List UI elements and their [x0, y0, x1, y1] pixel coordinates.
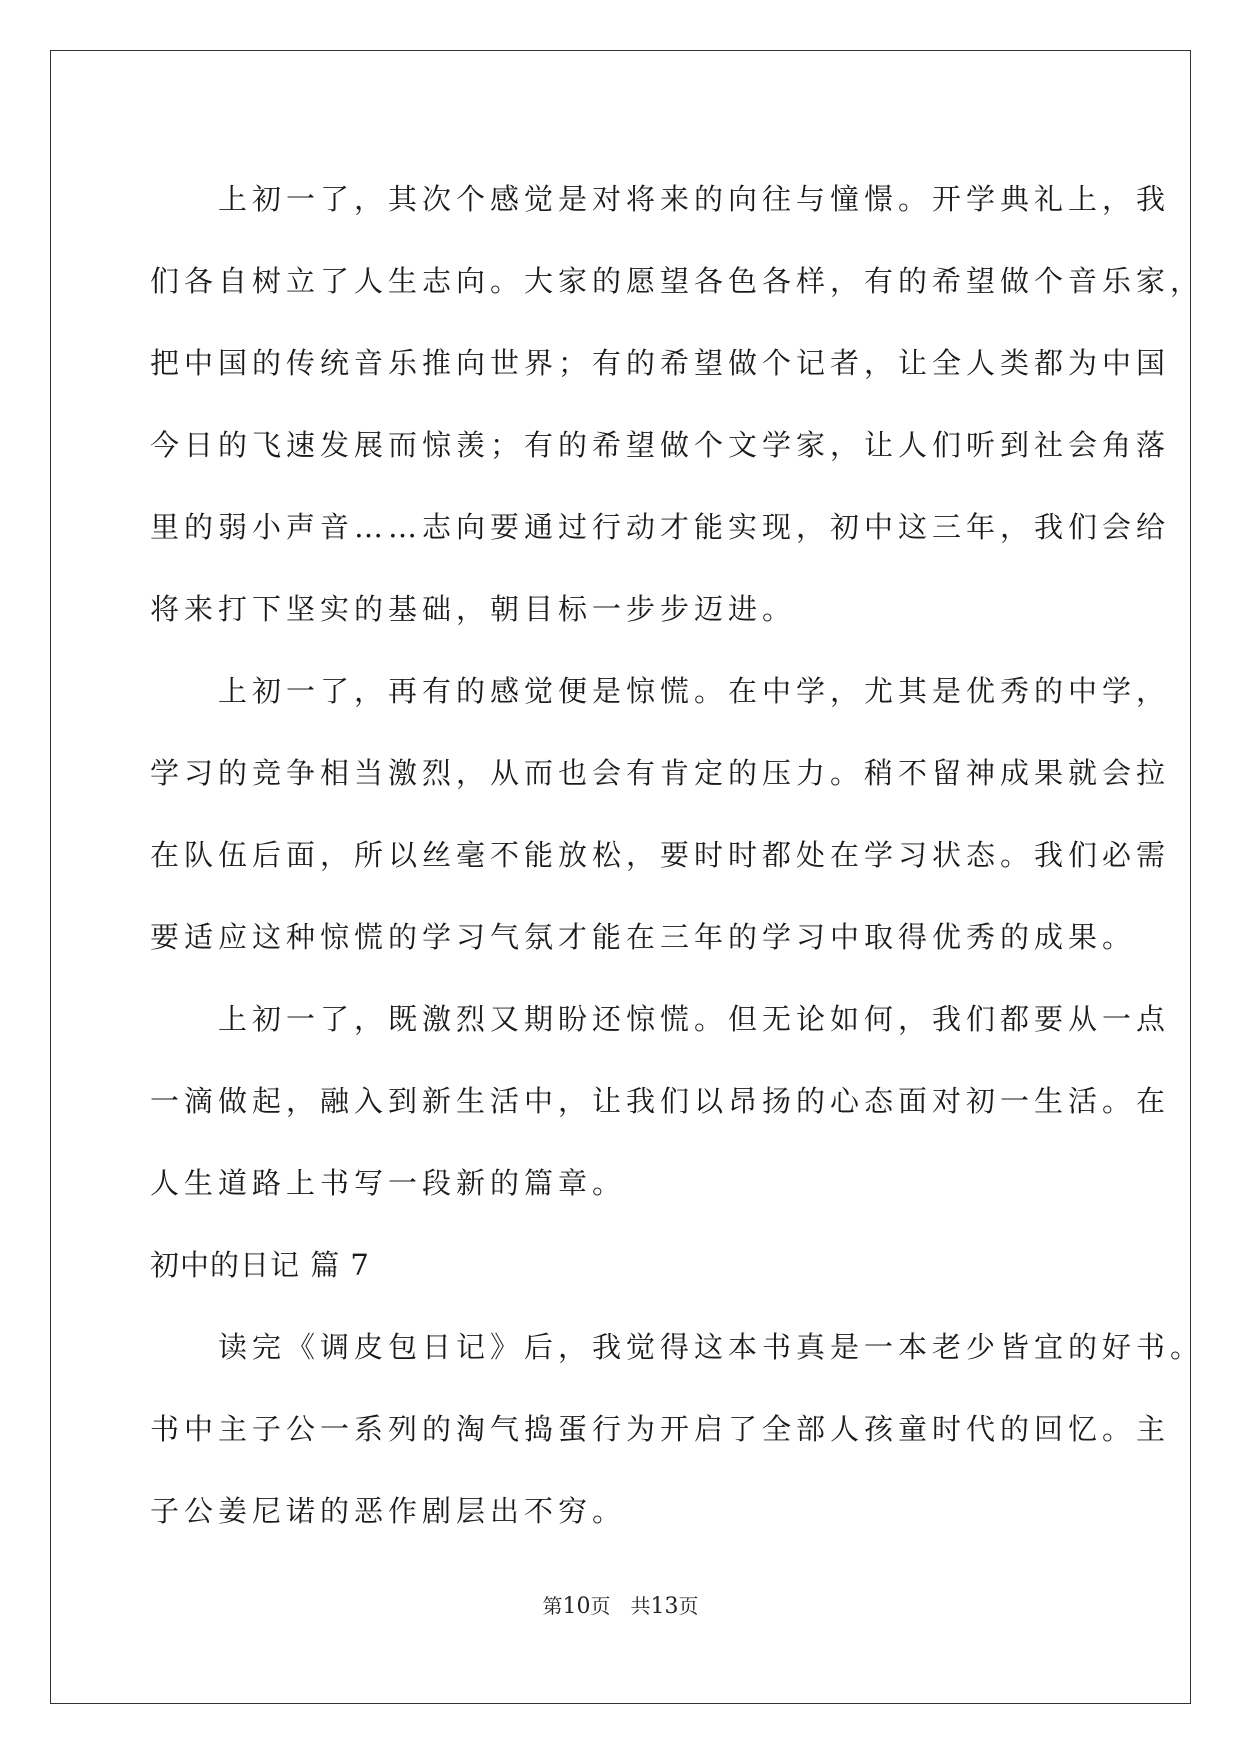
text-line-8: 学习的竞争相当激烈，从而也会有肯定的压力。稍不留神成果就会拉 [150, 756, 1171, 790]
footer-suffix: 页 [678, 1594, 699, 1618]
text-line-4: 今日的飞速发展而惊羡；有的希望做个文学家，让人们听到社会角落 [150, 428, 1171, 462]
text-line-12: 一滴做起，融入到新生活中，让我们以昂扬的心态面对初一生活。在 [150, 1084, 1171, 1118]
document-body [150, 158, 1205, 1552]
text-line-7: 上初一了，再有的感觉便是惊慌。在中学，尤其是优秀的中学， [150, 674, 1171, 708]
text-line-10: 要适应这种惊慌的学习气氛才能在三年的学习中取得优秀的成果。 [150, 920, 1137, 954]
current-page-number: 10 [562, 1594, 591, 1619]
text-line-13: 人生道路上书写一段新的篇章。 [150, 1166, 627, 1200]
text-line-11: 上初一了，既激烈又期盼还惊慌。但无论如何，我们都要从一点 [150, 1002, 1171, 1036]
page-footer [0, 1590, 1241, 1619]
text-line-3: 把中国的传统音乐推向世界；有的希望做个记者，让全人类都为中国 [150, 346, 1171, 380]
footer-middle: 页 共 [590, 1594, 651, 1618]
text-line-5: 里的弱小声音……志向要通过行动才能实现，初中这三年，我们会给 [150, 510, 1171, 544]
text-line-17: 子公姜尼诺的恶作剧层出不穷。 [150, 1494, 627, 1528]
section-heading: 初中的日记 篇 7 [150, 1248, 370, 1282]
footer-prefix: 第 [542, 1594, 563, 1618]
text-line-2: 们各自树立了人生志向。大家的愿望各色各样，有的希望做个音乐家， [150, 264, 1205, 298]
text-line-6: 将来打下坚实的基础，朝目标一步步迈进。 [150, 592, 797, 626]
text-line-16: 书中主子公一系列的淘气捣蛋行为开启了全部人孩童时代的回忆。主 [150, 1412, 1171, 1446]
text-line-9: 在队伍后面，所以丝毫不能放松，要时时都处在学习状态。我们必需 [150, 838, 1171, 872]
total-page-count: 13 [650, 1594, 679, 1619]
text-line-15: 读完《调皮包日记》后，我觉得这本书真是一本老少皆宜的好书。 [150, 1330, 1205, 1364]
text-line-1: 上初一了，其次个感觉是对将来的向往与憧憬。开学典礼上，我 [150, 182, 1171, 216]
